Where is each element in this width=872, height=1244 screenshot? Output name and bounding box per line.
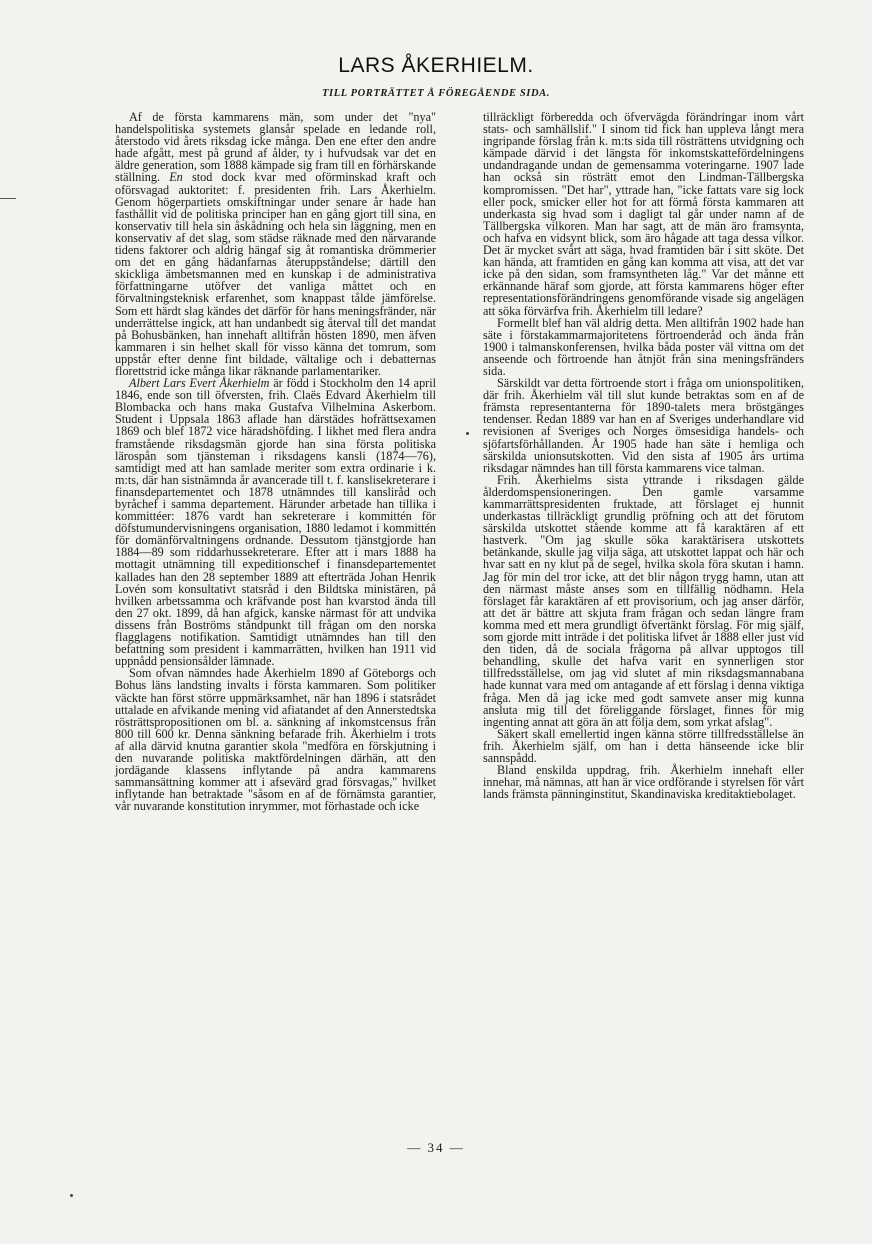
paragraph: Som ofvan nämndes hade Åkerhielm 1890 af Göteborgs och Bohus läns landsting invalts i första kammaren. Som politiker väckte han först större uppmärksamhet, när han 1896 i statsrådet uttalade en afvikande mening vid afiatandet af den Annerstedtska rösträttspropositionen om bl. a. sänkning af inkomstcensus från 800 till 600 kr. Denna sänkning befarade frih. Åkerhielm i trots af alla därvid knutna garantier skola "medföra en förskjutning i den nuvarande politiska maktfördelningen därhän, att den jordägande klassens inflytande på andra kammarens sammansättning kommer att i afsevärd grad försvagas," hvilket inflytande han betraktade "såsom en af de förnämsta garantier, vår nuvarande konstitution inrymmer, mot förhastade och icke: [115, 666, 436, 814]
edge-mark: [0, 198, 16, 199]
paragraph: tillräckligt förberedda och öfvervägda förändringar inom vårt stats- och samhällslif." I sinom tid fick han uppleva långt mera ingripande förslag från k. m:ts sida till rösträttens utvidgning och kämpade därvid i det längsta för inkomstskattefördelningens undandragande undan de gemensamma voteringarne. 1907 lade han också sin rösträtt emot den Lindman-Tällbergska kompromissen. "Det har", yttrade han, "icke fattats vare sig lock eller pock, smicker eller hot for att förmå första kammaren att underkasta sig hvad som i dagligt tal går under namn af de Tällbergska vilkoren. Man har sagt, att de män äro framsynta, och hafva en vidsynt blick, som äro hågade att taga dessa vilkor. Det är mycket svårt att säga, hvad framtiden bär i sitt sköte. Det kan hända, att framtiden en gång kan komma att visa, att det var icke på den sidan, som framsyntheten låg." Var det månne ett erkännande häraf som gjorde, att första kammarens höger efter representationsförändringens genomförande visade sig angelägen att söka förvärfva frih. Åkerhielm till ledare?: [483, 110, 804, 318]
paragraph: Frih. Åkerhielms sista yttrande i riksdagen gälde ålderdomspensioneringen. Den gamle varsamme kammarrättspresidenten fruktade, att förslaget ej hunnit underkastas tillräckligt grundlig pröfning och att det förutom särskilda utskottet stående komme att få karaktären af ett hastverk. "Om jag skulle söka karaktärisera utskottets betänkande, skulle jag vilja säga, att utskottet lappat och här och hvar satt en ny klut på de segel, hvilka skola föra skutan i hamn. Jag för min del tror icke, att det blir någon trygg hamn, utan att den närmast måste anses som en tillfällig nödhamn. Hela förslaget får karaktären af ett provisorium, och jag anser därför, att det är bättre att skjuta fram frågan och sedan längre fram komma med ett mera grundligt öfvertänkt förslag. För mig själf, som gjorde mitt inträde i det politiska lifvet år 1888 eller just vid den tiden, då de sociala frågorna på allvar upptogos till behandling, skulle det hafva varit en synnerligen stor tillfredsställelse, om jag vid slutet af min riksdagsmannabana hade kunnat vara med om antagande af ett förslag i denna viktiga fråga. Men då jag icke med godt samvete anser mig kunna ansluta mig till det föreliggande förslaget, finnes för mig ingenting annat att göra än att följa dem, som yrkat afslag".: [483, 472, 804, 729]
speck: [70, 1194, 73, 1197]
left-column: [115, 111, 436, 812]
page-number: — 34 —: [407, 1140, 465, 1155]
paragraph: Bland enskilda uppdrag, frih. Åkerhielm innehaft eller innehar, må nämnas, att han är vice ordförande i styrelsen för vårt lands främsta pänninginstitut, Skandinaviska kreditaktiebolaget.: [483, 763, 804, 802]
paragraph: Formellt blef han väl aldrig detta. Men alltifrån 1902 hade han säte i förstakammarmajoritetens förtroenderåd och ända från 1900 i talmanskonferensen, hvilka båda poster väl vittna om det anseende och förtroende han åtnjöt från sina meningsfränders sida.: [483, 315, 804, 378]
paragraph: Säkert skall emellertid ingen känna större tillfredsställelse än frih. Åkerhielm själf, om han i detta hänseende icke blir sannspådd.: [483, 726, 804, 765]
article-title: LARS ÅKERHIELM.: [338, 54, 534, 77]
paragraph: Albert Lars Evert Åkerhielm är född i Stockholm den 14 april 1846, ende son till öfversten, frih. Claës Edvard Åkerhielm till Blombacka och hans maka Gustafva Vilhelmina Askerbom. Student i Uppsala 1863 aflade han därstädes hofrättsexamen 1869 och blef 1872 vice häradshöfding. I likhet med flera andra framstående riksdagsmän gjorde han sina första politiska lärospån som tjänsteman i riksdagens kansli (1874—76), samtidigt med att han samlade meriter som extra ordinarie i k. m:ts, där han sistnämnda år avancerade till t. f. kanslisekreterare i finansdepartementet och 1878 utnämndes till kansliråd och byråchef i samma departement. Härunder arbetade han tillika i kommittéer: 1876 vardt han sekreterare i kommittén för döfstumundervisningens organisation, 1880 ledamot i kommittén för domänförvaltningens ordnande. Dessutom tjänstgjorde han 1884—89 som riddarhussekreterare. Efter att i mars 1888 ha mottagit utnämning till expeditionschef i finansdepartementet kallades han den 28 september 1889 att efterträda Johan Henrik Lovén som konsultativt statsråd i den Bildtska ministären, på hvilken arbetssamma och kräfvande post han kvarstod ända till den 27 okt. 1899, då han afgick, kanske närmast för att undvika dissens från Boströms ståndpunkt till frågan om den norska flagglagens notifikation. Samtidigt utnämndes han till den befattning som president i kammarrätten, hvilken han 1911 vid uppnådd pensionsålder lämnade.: [115, 376, 436, 669]
right-column: [483, 111, 804, 800]
article-subtitle: TILL PORTRÄTTET Å FÖREGÅENDE SIDA.: [322, 88, 550, 99]
speck: [466, 432, 469, 435]
paragraph: Af de första kammarens män, som under det "nya" handelspolitiska systemets glansår spelade en ledande roll, återstodo vid årets riksdag icke många. Den ene efter den andre hade afgått, mest på grund af ålder, ty i hufvudsak var det en äldre generation, som 1888 kämpade sig fram till en förhärskande ställning. En stod dock kvar med oförminskad kraft och oförsvagad auktoritet: f. presidenten frih. Lars Åkerhielm. Genom högerpartiets omskiftningar under senare år hade han fasthållit vid de politiska principer han en gång gjort till sina, en konservativ till hela sin åskådning och hela sin läggning, men en konservativ af det slag, som städse räknade med den närvarande tidens faktorer och aldrig hängaf sig åt romantiska drömmerier om det en gång hädanfarnas återuppståndelse; därtill den skickliga ämbetsmannen med en kunskap i de administrativa författningarne utöfver det vanliga måttet och en förvaltningsteknisk erfarenhet, som knappast tålde jämförelse. Som ett härdt slag kändes det därför för hans meningsfränder, när underrättelse ingick, att han undanbedt sig återval till det mandat på Bohusbänken, han innehaft alltifrån hösten 1890, men äfven kammaren i sin helhet skall för visso känna det tomrum, som uppstår efter denne fint bildade, vältalige och i debatternas florettstrid icke många likar räknande parlamentariker.: [115, 110, 437, 378]
paragraph: Särskildt var detta förtroende stort i fråga om unionspolitiken, där frih. Åkerhielm väl till slut kunde betraktas som en af de främsta representanterna för 1890-talets mera bröstgänges tendenser. Redan 1889 var han en af Sveriges underhandlare vid revisionen af Sveriges och Norges ömsesidiga handels- och sjöfartsförhållanden. År 1905 hade han säte i hemliga och särskilda unionsutskotten. Vid den sista af 1905 års urtima riksdagar nämndes han till första kammarens vice talman.: [483, 376, 804, 475]
